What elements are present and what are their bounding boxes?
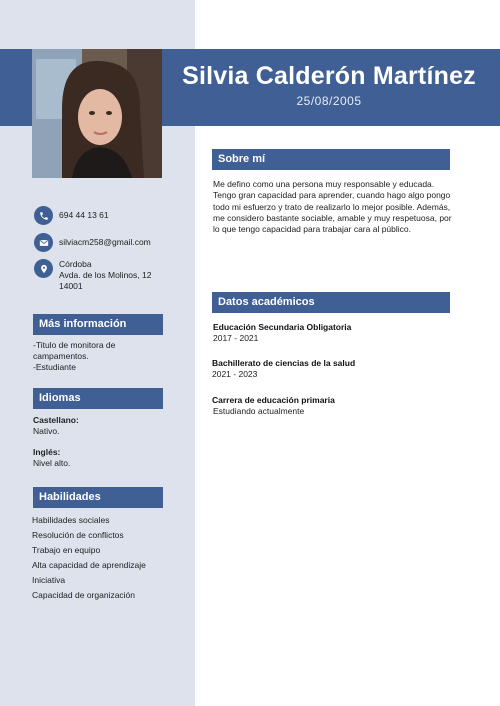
language-item <box>33 415 79 437</box>
education-title: Educación Secundaria Obligatoria <box>213 322 352 332</box>
language-item <box>33 447 70 469</box>
academicos-heading: Datos académicos <box>212 292 450 313</box>
education-title: Bachillerato de ciencias de la salud <box>212 358 356 368</box>
address-postcode: 14001 <box>59 281 83 291</box>
contact-phone <box>34 206 109 225</box>
language-name: Inglés: <box>33 447 61 457</box>
language-level: Nativo. <box>33 426 60 436</box>
language-level: Nivel alto. <box>33 458 71 468</box>
mas-info-heading: Más información <box>33 314 163 335</box>
about-text: Me defino como una persona muy responsable y educada. Tengo gran capacidad para aprender, cuando hago algo pongo todo mi esfuerzo y trato de realizarlo lo mejor posible. Además, me considero bastante sociable, amable y muy respetuosa, por lo que tengo capacidad para trabajar cara al público. <box>213 179 452 235</box>
address-street: Avda. de los Molinos, 12 <box>59 270 152 280</box>
idiomas-heading: Idiomas <box>33 388 163 409</box>
address-text <box>59 259 151 292</box>
mas-info-line: campamentos. <box>33 351 89 361</box>
education-detail: 2021 - 2023 <box>212 369 258 379</box>
profile-photo <box>32 49 162 178</box>
location-pin-icon <box>34 259 53 278</box>
email-text[interactable]: silviacm258@gmail.com <box>59 237 151 247</box>
birth-date: 25/08/2005 <box>296 94 362 108</box>
mas-info-text <box>33 340 115 373</box>
sobre-mi-heading: Sobre mí <box>212 149 450 170</box>
contact-email <box>34 233 151 252</box>
mas-info-line: -Estudiante <box>33 362 76 372</box>
phone-icon <box>34 206 53 225</box>
skill-item: Trabajo en equipo <box>32 545 101 555</box>
mas-info-line: -Titulo de monitora de <box>33 340 116 350</box>
skill-item: Resolución de conflictos <box>32 530 124 540</box>
mail-icon <box>34 233 53 252</box>
education-detail: 2017 - 2021 <box>213 333 259 343</box>
education-title: Carrera de educación primaria <box>212 395 335 405</box>
phone-text: 694 44 13 61 <box>59 210 109 220</box>
address-city: Córdoba <box>59 259 92 269</box>
language-name: Castellano: <box>33 415 79 425</box>
contact-address <box>34 259 151 292</box>
full-name: Silvia Calderón Martínez <box>182 62 476 90</box>
skill-item: Iniciativa <box>32 575 66 585</box>
education-detail: Estudiando actualmente <box>213 406 305 416</box>
habilidades-heading: Habilidades <box>33 487 163 508</box>
skill-item: Alta capacidad de aprendizaje <box>32 560 146 570</box>
skill-item: Capacidad de organización <box>32 590 136 600</box>
skill-item: Habilidades sociales <box>32 515 110 525</box>
